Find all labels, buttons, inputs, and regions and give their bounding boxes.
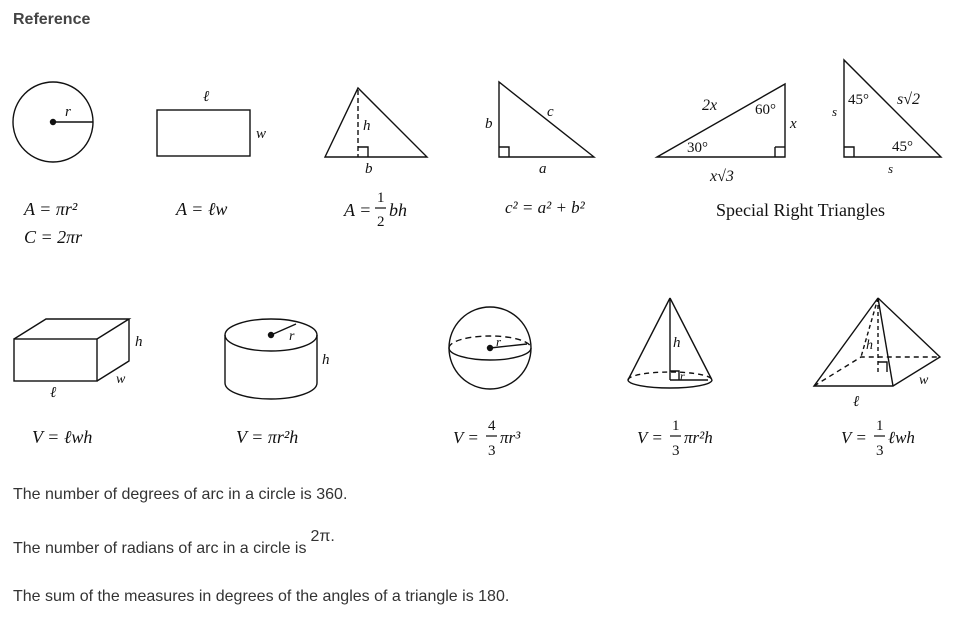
cylinder-radius-label: r <box>289 329 295 344</box>
pyramid-volume-lhs: V = <box>841 428 867 447</box>
short-leg-x-label: x <box>790 116 797 132</box>
box-figure <box>14 319 143 447</box>
sixty-degree-label: 60° <box>755 102 776 118</box>
long-leg-label: x√3 <box>710 168 734 185</box>
rectangle-area-formula: A = ℓw <box>176 199 228 219</box>
leg-s-label: s <box>832 104 838 119</box>
triangle-area-denominator: 2 <box>377 214 385 230</box>
box-length-label: ℓ <box>50 385 57 401</box>
rectangle-length-label: ℓ <box>203 89 210 105</box>
cone-volume-denominator: 3 <box>672 443 680 459</box>
triangle-area-rhs: bh <box>389 200 407 220</box>
radians-value: 2π. <box>310 528 335 545</box>
hypotenuse-2x-label: 2x <box>702 97 718 114</box>
radians-fact-text: The number of radians of arc in a circle is <box>13 540 307 557</box>
sphere-volume-rhs: πr³ <box>500 428 521 447</box>
rectangle-width-label: w <box>256 126 267 142</box>
sphere-figure <box>449 307 531 459</box>
pythagorean-formula: c² = a² + b² <box>505 198 585 217</box>
pyramid-width-label: w <box>919 373 929 388</box>
pyramid-height-label: h <box>866 338 873 353</box>
pyramid-volume-denominator: 3 <box>876 443 884 459</box>
circle-radius-label: r <box>65 104 71 120</box>
triangle-base-label: b <box>365 161 373 177</box>
right-triangle-a-label: a <box>539 161 547 177</box>
cone-radius-label: r <box>680 369 685 383</box>
special-right-triangles-caption: Special Right Triangles <box>716 200 886 220</box>
circle-figure <box>13 82 93 247</box>
cone-figure <box>628 298 713 459</box>
triangle-figure <box>325 88 427 230</box>
right-triangle-c-label: c <box>547 104 554 120</box>
sphere-volume-lhs: V = <box>453 428 479 447</box>
cylinder-height-label: h <box>322 352 330 368</box>
forty-five-bottom-label: 45° <box>892 139 913 155</box>
sphere-volume-denominator: 3 <box>488 443 496 459</box>
cylinder-figure <box>225 319 330 447</box>
pyramid-volume-numerator: 1 <box>876 418 884 434</box>
sphere-radius-label: r <box>496 334 502 349</box>
right-triangle-figure <box>485 82 594 217</box>
box-width-label: w <box>116 372 126 387</box>
right-triangle-b-label: b <box>485 116 493 132</box>
cone-volume-lhs: V = <box>637 428 663 447</box>
circle-area-formula: A = πr² <box>24 199 78 219</box>
radians-fact <box>13 528 335 558</box>
thirty-degree-label: 30° <box>687 140 708 156</box>
box-height-label: h <box>135 334 143 350</box>
triangle-angle-sum-fact: The sum of the measures in degrees of the angles of a triangle is 180. <box>13 588 510 605</box>
pyramid-volume-rhs: ℓwh <box>888 428 915 447</box>
45-45-90-triangle-figure <box>716 60 941 220</box>
cone-height-label: h <box>673 335 681 351</box>
degrees-fact: The number of degrees of arc in a circle is 360. <box>13 486 348 503</box>
page-title: Reference <box>13 11 91 28</box>
cylinder-volume-formula: V = πr²h <box>236 427 299 447</box>
cone-volume-rhs: πr²h <box>684 428 713 447</box>
pyramid-length-label: ℓ <box>853 394 860 410</box>
cone-volume-numerator: 1 <box>672 418 680 434</box>
hypotenuse-s-root2-label: s√2 <box>897 91 921 108</box>
forty-five-top-label: 45° <box>848 92 869 108</box>
rectangle-figure <box>157 89 266 219</box>
sphere-volume-numerator: 4 <box>488 418 496 434</box>
triangle-area-lhs: A = <box>344 200 372 220</box>
circle-circumference-formula: C = 2πr <box>24 227 83 247</box>
triangle-area-numerator: 1 <box>377 190 385 206</box>
pyramid-figure <box>814 298 940 459</box>
box-volume-formula: V = ℓwh <box>32 427 93 447</box>
30-60-90-triangle-figure <box>657 84 797 185</box>
triangle-height-label: h <box>363 118 371 134</box>
base-s-label: s <box>888 161 894 176</box>
